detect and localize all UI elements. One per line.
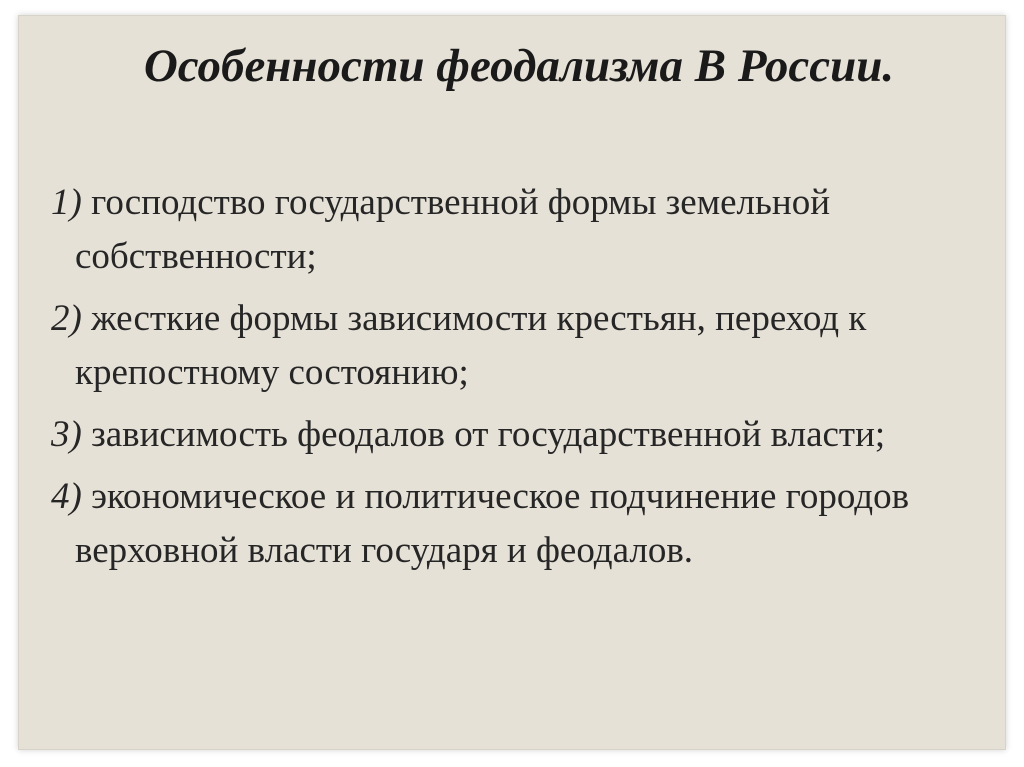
list-item bbox=[51, 292, 971, 400]
item-text: господство государственной формы земельной собственности; bbox=[75, 182, 830, 277]
slide-title: Особенности феодализма В России. bbox=[143, 40, 895, 92]
item-list bbox=[51, 176, 971, 586]
item-number: 4) bbox=[51, 476, 82, 517]
item-text: экономическое и политическое подчинение городов верховной власти государя и феодалов. bbox=[75, 476, 910, 571]
item-text: жесткие формы зависимости крестьян, переход к крепостному состоянию; bbox=[75, 298, 867, 393]
list-item bbox=[51, 176, 971, 284]
item-number: 3) bbox=[51, 414, 82, 455]
item-text: зависимость феодалов от государственной власти; bbox=[81, 414, 886, 455]
list-item bbox=[51, 470, 971, 578]
item-number: 1) bbox=[51, 182, 82, 223]
slide bbox=[18, 15, 1006, 750]
list-item bbox=[51, 408, 971, 462]
item-number: 2) bbox=[51, 298, 82, 339]
